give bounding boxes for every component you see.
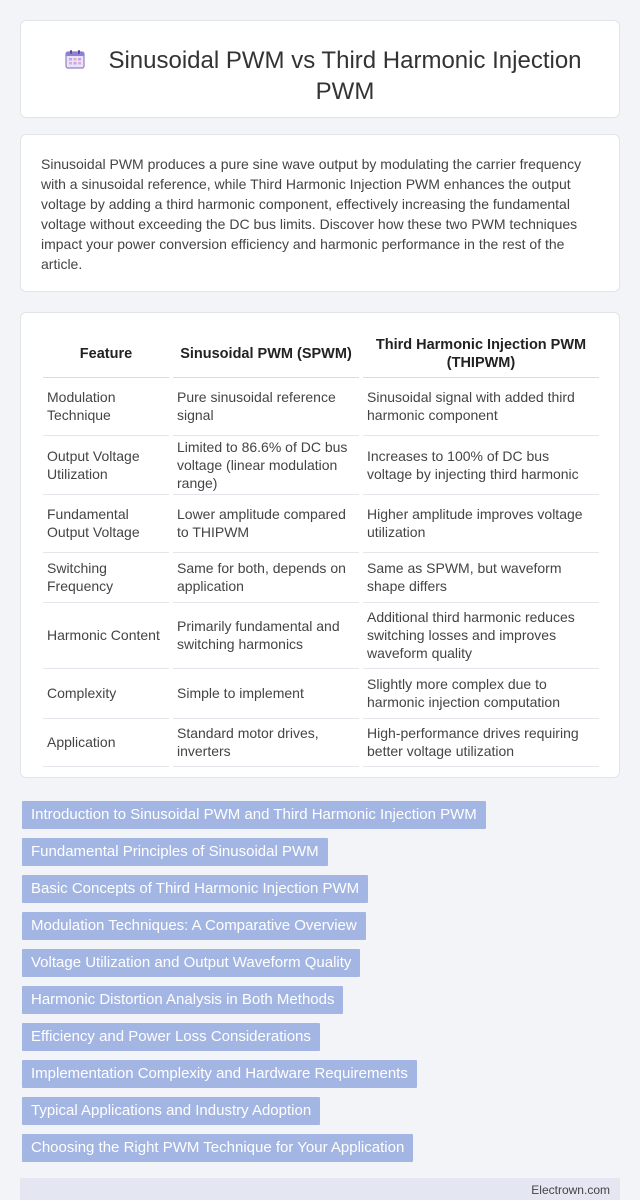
comparison-table: [43, 333, 599, 767]
table-row: [43, 718, 599, 766]
toc-link-voltage-utilization[interactable]: Voltage Utilization and Output Waveform Quality: [22, 949, 360, 977]
header-spwm: Sinusoidal PWM (SPWM): [171, 333, 361, 377]
toc-link-introduction[interactable]: Introduction to Sinusoidal PWM and Third Harmonic Injection PWM: [22, 801, 486, 829]
toc-link-efficiency[interactable]: Efficiency and Power Loss Considerations: [22, 1023, 320, 1051]
table-cell: Primarily fundamental and switching harmonics: [171, 602, 361, 668]
table-cell: Standard motor drives, inverters: [171, 718, 361, 766]
table-cell: Higher amplitude improves voltage utilization: [361, 494, 599, 552]
intro-card: [20, 134, 620, 292]
intro-paragraph: Sinusoidal PWM produces a pure sine wave output by modulating the carrier frequency with a sinusoidal reference, while Third Harmonic Injection PWM enhances the output voltage by adding a third harmonic component, effectively increasing the fundamental voltage without exceeding the DC bus limits. Discover how these two PWM techniques impact your power conversion efficiency and harmonic performance in the rest of the article.: [41, 156, 582, 272]
table-cell: High-performance drives requiring better voltage utilization: [361, 718, 599, 766]
table-cell: Modulation Technique: [43, 377, 171, 435]
table-cell: Simple to implement: [171, 668, 361, 718]
table-row: [43, 668, 599, 718]
toc-links: [22, 801, 618, 1171]
footer: [20, 1178, 620, 1200]
table-cell: Switching Frequency: [43, 552, 171, 602]
table-cell: Output Voltage Utilization: [43, 435, 171, 494]
table-cell: Application: [43, 718, 171, 766]
toc-link-sinusoidal-principles[interactable]: Fundamental Principles of Sinusoidal PWM: [22, 838, 328, 866]
table-cell: Harmonic Content: [43, 602, 171, 668]
table-cell: Additional third harmonic reduces switching losses and improves waveform quality: [361, 602, 599, 668]
table-row: [43, 552, 599, 602]
title-card: [20, 20, 620, 118]
comparison-table-card: [20, 312, 620, 778]
table-cell: Fundamental Output Voltage: [43, 494, 171, 552]
table-row: [43, 377, 599, 435]
table-cell: Limited to 86.6% of DC bus voltage (linear modulation range): [171, 435, 361, 494]
toc-link-choosing[interactable]: Choosing the Right PWM Technique for Your Application: [22, 1134, 413, 1162]
header-feature: Feature: [43, 333, 171, 377]
toc-link-modulation-techniques[interactable]: Modulation Techniques: A Comparative Overview: [22, 912, 366, 940]
table-cell: Same as SPWM, but waveform shape differs: [361, 552, 599, 602]
table-cell: Slightly more complex due to harmonic injection computation: [361, 668, 599, 718]
table-cell: Complexity: [43, 668, 171, 718]
table-header-row: [43, 333, 599, 377]
table-row: [43, 435, 599, 494]
header-thipwm: Third Harmonic Injection PWM (THIPWM): [361, 333, 599, 377]
footer-site-name: Electrown.com: [531, 1183, 610, 1197]
table-row: [43, 494, 599, 552]
table-cell: Lower amplitude compared to THIPWM: [171, 494, 361, 552]
toc-link-harmonic-distortion[interactable]: Harmonic Distortion Analysis in Both Methods: [22, 986, 343, 1014]
toc-link-applications[interactable]: Typical Applications and Industry Adoption: [22, 1097, 320, 1125]
table-cell: Sinusoidal signal with added third harmonic component: [361, 377, 599, 435]
toc-link-thipwm-concepts[interactable]: Basic Concepts of Third Harmonic Injection PWM: [22, 875, 368, 903]
table-cell: Increases to 100% of DC bus voltage by injecting third harmonic: [361, 435, 599, 494]
toc-link-implementation[interactable]: Implementation Complexity and Hardware Requirements: [22, 1060, 417, 1088]
table-cell: Pure sinusoidal reference signal: [171, 377, 361, 435]
page-title: Sinusoidal PWM vs Third Harmonic Injection PWM: [108, 47, 582, 105]
table-cell: Same for both, depends on application: [171, 552, 361, 602]
table-row: [43, 602, 599, 668]
